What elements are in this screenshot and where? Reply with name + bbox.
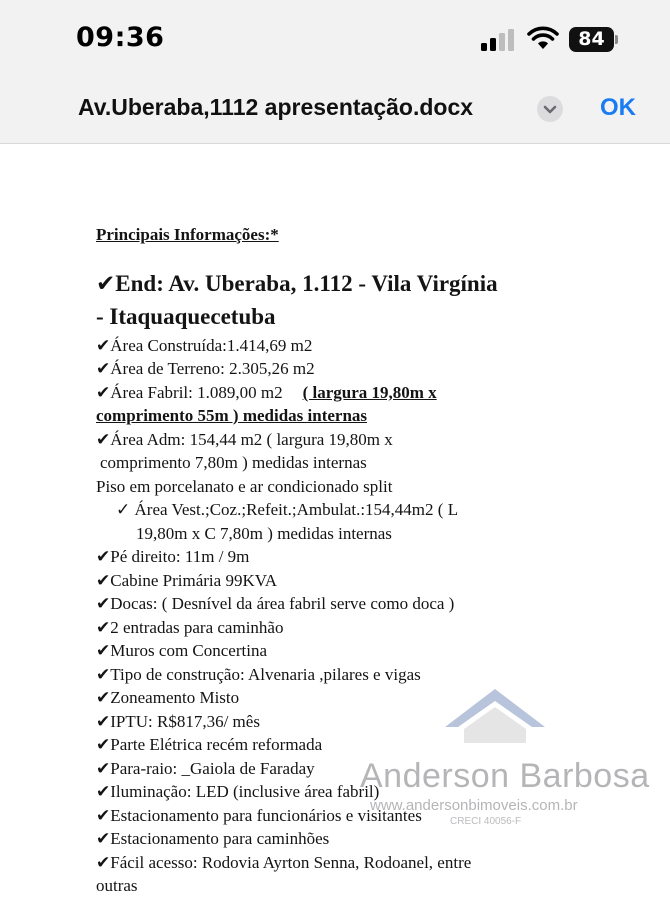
- watermark-creci: CRECI 40056-F: [450, 816, 522, 827]
- list-item: ✔Zoneamento Misto: [96, 688, 240, 708]
- list-item-continued: comprimento 55m ) medidas internas: [96, 406, 368, 425]
- list-item: ✔Muros com Concertina: [96, 641, 267, 661]
- status-bar: [0, 0, 670, 72]
- watermark-url: www.andersonbimoveis.com.br: [370, 797, 578, 814]
- check-icon: ✔: [96, 430, 111, 450]
- check-icon: ✔: [96, 271, 116, 297]
- list-item: ✔2 entradas para caminhão: [96, 618, 284, 638]
- check-icon: ✔: [96, 665, 111, 685]
- address-line: ✔End: Av. Uberaba, 1.112 - Vila Virgínia: [96, 271, 498, 297]
- document-title[interactable]: Av.Uberaba,1112 apresentação.docx: [78, 94, 474, 120]
- list-item: ✔Para-raio: _Gaiola de Faraday: [96, 759, 315, 779]
- list-item-continued: 19,80m x C 7,80m ) medidas internas: [136, 524, 392, 543]
- document-body: [0, 145, 670, 900]
- document-title-bar: [0, 72, 670, 144]
- list-item-continued: outras: [96, 876, 138, 895]
- list-item: ✔Cabine Primária 99KVA: [96, 571, 278, 591]
- check-icon: ✔: [96, 547, 111, 567]
- check-icon: ✔: [96, 829, 111, 849]
- check-icon: ✔: [96, 712, 111, 732]
- list-item: ✔Estacionamento para funcionários e visitantes: [96, 806, 422, 826]
- check-icon: ✔: [96, 853, 111, 873]
- check-icon: ✔: [96, 383, 111, 403]
- list-item: ✔IPTU: R$817,36/ mês: [96, 712, 260, 732]
- list-item: ✓ Área Vest.;Coz.;Refeit.;Ambulat.:154,44m2 ( L: [116, 500, 459, 519]
- check-icon: ✔: [96, 571, 111, 591]
- address-line-continued: - Itaquaquecetuba: [96, 304, 276, 329]
- list-item: ✔Parte Elétrica recém reformada: [96, 735, 323, 755]
- list-item: ✔Tipo de construção: Alvenaria ,pilares e vigas: [96, 665, 421, 685]
- list-item: ✔Docas: ( Desnível da área fabril serve como doca ): [96, 594, 455, 614]
- check-icon: ✔: [96, 359, 111, 379]
- status-time: 09:36: [76, 22, 165, 53]
- list-item: ✔Área Construída:1.414,69 m2: [96, 336, 313, 356]
- document-heading: Principais Informações:*: [96, 225, 279, 244]
- list-item: ✔Área de Terreno: 2.305,26 m2: [96, 359, 315, 379]
- list-item: ✔Área Adm: 154,44 m2 ( largura 19,80m x: [96, 430, 393, 450]
- battery-icon: [569, 27, 619, 52]
- check-icon: ✔: [96, 688, 111, 708]
- check-icon: ✔: [96, 735, 111, 755]
- list-item: ✔Área Fabril: 1.089,00 m2 ( largura 19,80m x: [96, 383, 437, 403]
- list-item: ✔Fácil acesso: Rodovia Ayrton Senna, Rodoanel, entre: [96, 853, 472, 873]
- check-icon: ✓: [116, 500, 131, 519]
- chevron-down-icon[interactable]: [537, 96, 563, 122]
- list-item-continued: comprimento 7,80m ) medidas internas: [100, 453, 367, 472]
- check-icon: ✔: [96, 759, 111, 779]
- check-icon: ✔: [96, 806, 111, 826]
- list-item: ✔Pé direito: 11m / 9m: [96, 547, 250, 567]
- check-icon: ✔: [96, 618, 111, 638]
- battery-level: 84: [578, 28, 605, 50]
- check-icon: ✔: [96, 594, 111, 614]
- ok-button[interactable]: OK: [600, 94, 636, 121]
- cellular-signal-icon: [481, 29, 517, 51]
- list-item: ✔Estacionamento para caminhões: [96, 829, 330, 849]
- list-item-plain: Piso em porcelanato e ar condicionado split: [96, 477, 393, 496]
- house-logo-icon: [440, 685, 550, 745]
- check-icon: ✔: [96, 641, 111, 661]
- check-icon: ✔: [96, 782, 111, 802]
- check-icon: ✔: [96, 336, 111, 356]
- wifi-icon: [527, 26, 559, 50]
- watermark-name: Anderson Barbosa: [360, 757, 650, 795]
- list-item: ✔Iluminação: LED (inclusive área fabril): [96, 782, 380, 802]
